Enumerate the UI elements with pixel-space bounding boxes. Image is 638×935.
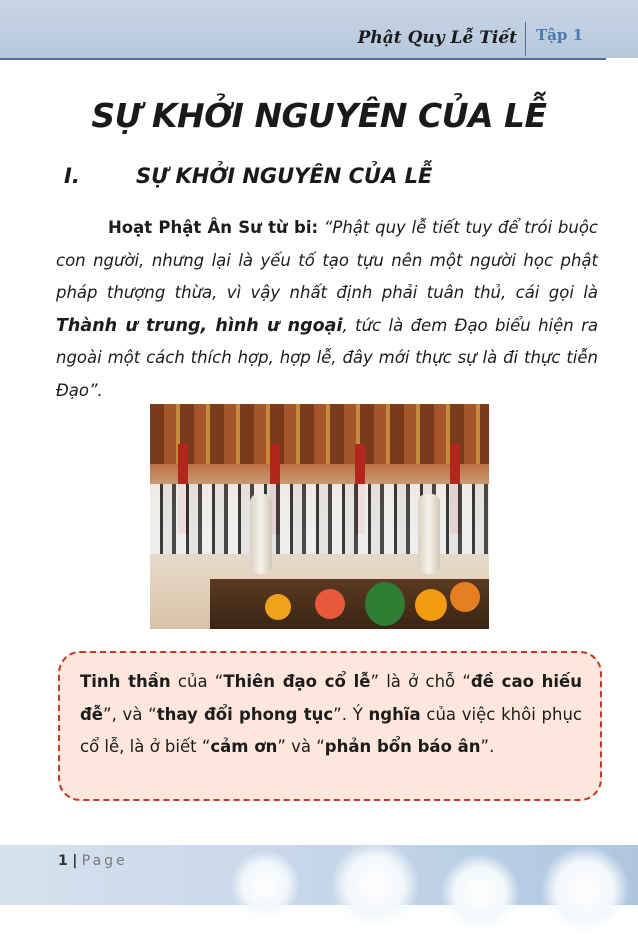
footer-flower-decoration bbox=[230, 850, 300, 920]
photo-fruit bbox=[365, 582, 405, 626]
callout-text: ”. Ý bbox=[333, 704, 369, 724]
photo-temple-roof bbox=[150, 404, 489, 464]
photo-vase bbox=[250, 494, 272, 574]
photo-offering-table bbox=[210, 579, 489, 629]
callout-text: ” là ở chỗ “ bbox=[370, 672, 471, 691]
photo-fruit bbox=[315, 589, 345, 619]
photo-fruit bbox=[265, 594, 291, 620]
page-label: Page bbox=[81, 853, 128, 869]
photo-fruit bbox=[450, 582, 480, 612]
footer-flower-decoration bbox=[330, 840, 420, 930]
photo-vase bbox=[418, 494, 440, 574]
quote-part-1: “Phật quy lễ tiết tuy để trói buộc con người, nhưng lại là yếu tố tạo tựu nên một người học phật pháp thượng thừa, vì vậy nhất định phải tuân thủ, cái gọi là bbox=[56, 218, 598, 302]
page-footer bbox=[58, 853, 128, 869]
callout-text: Thiên đạo cổ lễ bbox=[223, 672, 371, 691]
callout-text: của việc khôi phục cổ lễ, là ở biết “ bbox=[80, 704, 582, 756]
footer-flower-decoration bbox=[440, 853, 520, 933]
speaker-label: Hoạt Phật Ân Sư từ bi: bbox=[108, 218, 319, 237]
section-number: I. bbox=[64, 164, 80, 188]
footer-separator: | bbox=[72, 853, 78, 869]
callout-text: cảm ơn bbox=[210, 737, 278, 756]
callout-text: nghĩa bbox=[368, 704, 421, 724]
quote-part-2: , tức là đem Đạo biểu hiện ra ngoài một cách thích hợp, hợp lễ, đây mới thực sự là đi thực tiễn Đạo”. bbox=[56, 315, 599, 400]
header-rule bbox=[0, 58, 606, 60]
callout-text: đề cao hiếu đễ bbox=[80, 672, 582, 724]
header-separator bbox=[525, 22, 526, 56]
callout-text: ”. bbox=[480, 737, 495, 756]
section-heading bbox=[64, 164, 432, 188]
photo-fruit bbox=[415, 589, 447, 621]
page-title: SỰ KHỞI NGUYÊN CỦA LỄ bbox=[91, 96, 547, 135]
quote-emphasis: Thành ư trung, hình ư ngoại bbox=[56, 315, 343, 336]
ceremony-photo bbox=[150, 404, 489, 629]
footer-flower-decoration bbox=[540, 845, 630, 935]
callout-text: Tinh thần bbox=[80, 672, 171, 691]
section-title: SỰ KHỞI NGUYÊN CỦA LỄ bbox=[136, 164, 433, 188]
volume-label: Tập 1 bbox=[536, 26, 584, 44]
callout-text: ” và “ bbox=[277, 737, 325, 756]
callout-text: của “ bbox=[170, 672, 224, 691]
page-number: 1 bbox=[58, 853, 68, 869]
callout-text: phản bổn báo ân bbox=[324, 737, 481, 756]
book-title: Phật Quy Lễ Tiết bbox=[357, 28, 517, 48]
body-paragraph bbox=[56, 212, 598, 407]
callout-box bbox=[58, 651, 602, 801]
callout-text: ”, và “ bbox=[103, 704, 157, 724]
callout-text: thay đổi phong tục bbox=[156, 704, 334, 724]
